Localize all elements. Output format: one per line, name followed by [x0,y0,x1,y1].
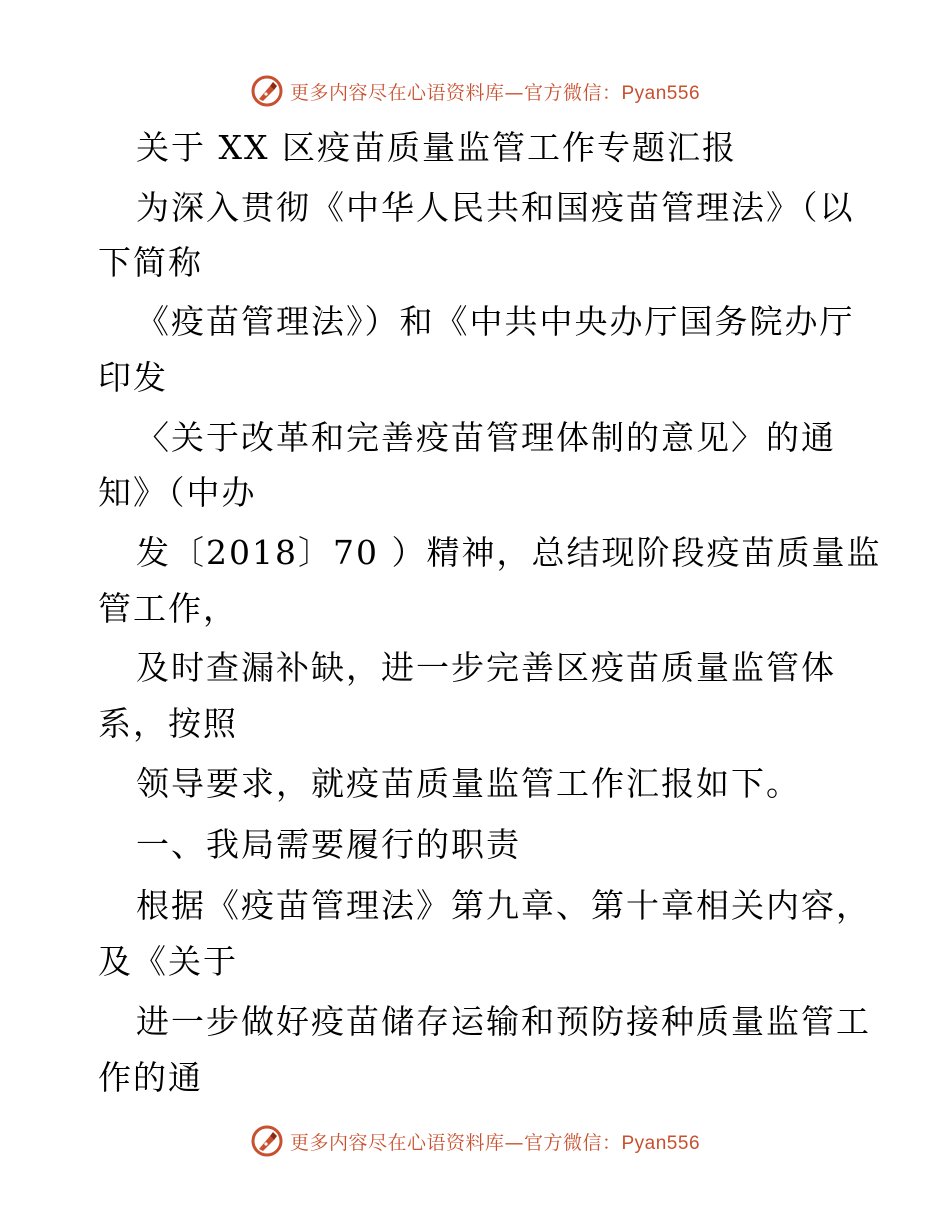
paragraph-line: 及时查漏补缺，进一步完善区疫苗质量监管体 [136,648,836,687]
paragraph-line: 下简称 [98,243,203,282]
document-title: 关于 XX 区疫苗质量监管工作专题汇报 [136,128,737,167]
watermark-text [290,78,700,105]
watermark-contact: 官方微信：Pyan556 [524,82,701,104]
paragraph-line: 知》（中办 [98,473,257,512]
paragraph-line: 及《关于 [98,942,238,981]
paragraph-line: 为深入贯彻《中华人民共和国疫苗管理法》（以 [136,188,855,227]
paragraph-line: 《疫苗管理法》）和《中共中央办厅国务院办厅 [136,302,855,341]
pen-nib-logo-icon [250,74,284,108]
paragraph-line: 领导要求，就疫苗质量监管工作汇报如下。 [136,764,801,803]
watermark-header [0,71,950,111]
paragraph-line: 发〔2018〕70 ）精神，总结现阶段疫苗质量监 [136,533,882,572]
pen-nib-logo-icon [250,1124,284,1158]
section-heading: 一、我局需要履行的职责 [136,825,521,864]
watermark-contact: 官方微信：Pyan556 [524,1132,701,1154]
paragraph-line: 根据《疫苗管理法》第九章、第十章相关内容， [136,886,871,925]
paragraph-line: 〈关于改革和完善疫苗管理体制的意见〉的通 [136,418,836,457]
paragraph-line: 进一步做好疫苗储存运输和预防接种质量监管工 [136,1002,871,1041]
paragraph-line: 管工作， [98,589,238,628]
watermark-separator: — [504,81,524,104]
paragraph-line: 印发 [98,358,168,397]
paragraph-line: 系，按照 [98,704,238,743]
watermark-site-text: 更多内容尽在心语资料库 [289,1131,505,1154]
watermark-site-text: 更多内容尽在心语资料库 [289,81,505,104]
watermark-footer [0,1121,950,1161]
paragraph-line: 作的通 [98,1058,203,1097]
watermark-text [290,1128,700,1155]
watermark-separator: — [504,1131,524,1154]
